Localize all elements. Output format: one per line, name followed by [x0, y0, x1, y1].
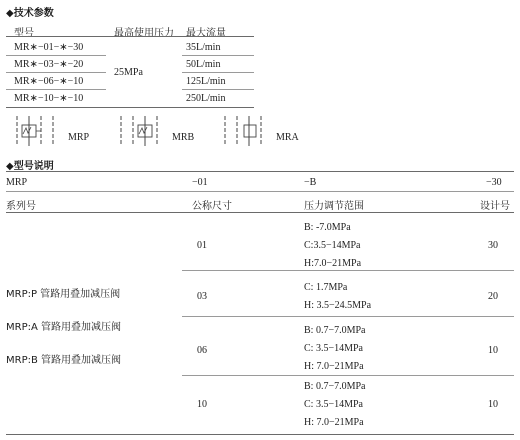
spec-flow-cell: 125L/min: [186, 76, 226, 87]
series-description: MRP:A 管路用叠加减压阀: [6, 322, 121, 333]
symbol-label-mrb: MRB: [172, 132, 195, 143]
symbol-label-mrp: MRP: [68, 132, 90, 143]
spec-header-rule: [6, 36, 254, 37]
spec-model-cell: MR∗−01−∗−30: [14, 42, 84, 53]
table-bottom-rule: [6, 434, 514, 435]
row-divider: [6, 72, 106, 73]
code-series: MRP: [6, 177, 28, 188]
spec-header-flow: 最大流量: [186, 28, 226, 39]
model-code-top-rule: [6, 171, 514, 172]
spec-flow-cell: 250L/min: [186, 93, 226, 104]
row-divider: [182, 72, 254, 73]
group-divider: [182, 316, 514, 317]
range-cell: H: 7.0−21MPa: [304, 417, 364, 428]
design-cell: 30: [488, 240, 498, 251]
spec-flow-cell: 35L/min: [186, 42, 221, 53]
code-divider: [6, 191, 514, 192]
range-cell: C:3.5−14MPa: [304, 240, 361, 251]
header-series: 系列号: [6, 201, 36, 212]
design-cell: 20: [488, 291, 498, 302]
design-cell: 10: [488, 399, 498, 410]
mra-valve-symbol: [222, 116, 266, 146]
spec-bottom-rule: [6, 107, 254, 108]
design-cell: 10: [488, 345, 498, 356]
spec-flow-cell: 50L/min: [186, 59, 221, 70]
range-cell: B: -7.0MPa: [304, 222, 351, 233]
size-cell: 06: [197, 345, 207, 356]
spec-pressure-cell: 25MPa: [114, 67, 143, 78]
code-range: −B: [304, 177, 317, 188]
series-description: MRP:P 管路用叠加减压阀: [6, 289, 121, 300]
mrp-valve-symbol: [14, 116, 58, 146]
size-cell: 01: [197, 240, 207, 251]
row-divider: [6, 89, 106, 90]
row-divider: [6, 55, 106, 56]
row-divider: [182, 89, 254, 90]
header-bottom-rule: [6, 212, 514, 213]
spec-header-pressure: 最高使用压力: [114, 28, 174, 39]
series-description: MRP:B 管路用叠加减压阀: [6, 355, 122, 366]
range-cell: B: 0.7−7.0MPa: [304, 381, 366, 392]
section-title-specs: ◆技术参数: [6, 8, 54, 19]
group-divider: [182, 375, 514, 376]
mrb-valve-symbol: [118, 116, 162, 146]
symbol-label-mra: MRA: [276, 132, 299, 143]
code-size: −01: [192, 177, 208, 188]
range-cell: C: 3.5−14MPa: [304, 343, 363, 354]
spec-model-cell: MR∗−03−∗−20: [14, 59, 84, 70]
code-design: −30: [486, 177, 502, 188]
size-cell: 10: [197, 399, 207, 410]
header-size: 公称尺寸: [192, 201, 232, 212]
row-divider: [182, 55, 254, 56]
size-cell: 03: [197, 291, 207, 302]
spec-header-model: 型号: [14, 28, 34, 39]
range-cell: H: 3.5−24.5MPa: [304, 300, 372, 311]
header-range: 压力调节范围: [304, 201, 364, 212]
spec-model-cell: MR∗−06−∗−10: [14, 76, 84, 87]
header-design: 设计号: [480, 201, 510, 212]
range-cell: C: 3.5−14MPa: [304, 399, 363, 410]
spec-model-cell: MR∗−10−∗−10: [14, 93, 84, 104]
range-cell: C: 1.7MPa: [304, 282, 348, 293]
group-divider: [182, 270, 514, 271]
range-cell: B: 0.7−7.0MPa: [304, 325, 366, 336]
section-title-model-code: ◆型号说明: [6, 161, 54, 172]
range-cell: H:7.0−21MPa: [304, 258, 362, 269]
range-cell: H: 7.0−21MPa: [304, 361, 364, 372]
